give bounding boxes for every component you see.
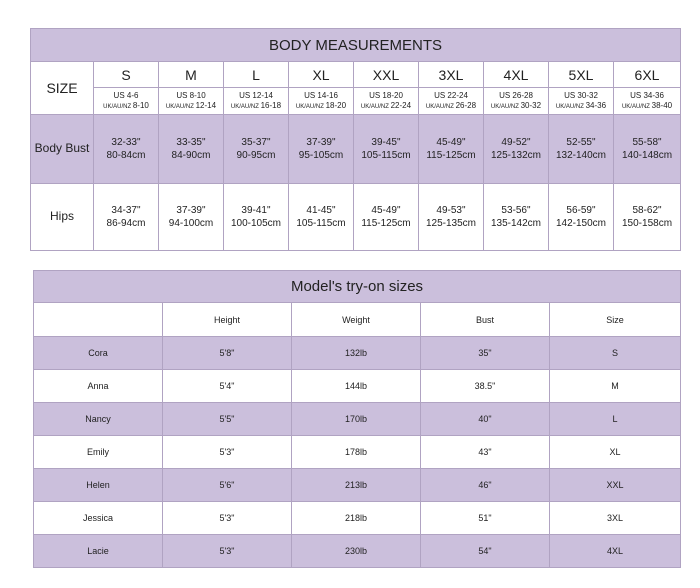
bust-cm: 132-140cm <box>555 149 607 161</box>
bust-value <box>614 115 681 183</box>
size-header: XL <box>289 62 354 88</box>
uk-size <box>289 101 353 112</box>
uk-prefix: UK/AU/NZ <box>360 103 389 110</box>
model-bust: 46" <box>421 469 550 502</box>
size-conversion <box>289 88 354 115</box>
model-try-on-title: Model's try-on sizes <box>34 271 681 303</box>
column-header: Size <box>550 303 681 337</box>
bust-inches: 35-37" <box>241 136 271 148</box>
us-size: US 12-14 <box>239 90 273 100</box>
us-size: US 30-32 <box>564 90 598 100</box>
hips-inches: 39-41" <box>241 204 271 216</box>
bust-value <box>484 115 549 183</box>
model-height: 5'4" <box>163 370 292 403</box>
hips-cm: 125-135cm <box>425 217 477 229</box>
hips-value <box>354 183 419 250</box>
uk-value: 16-18 <box>260 100 282 110</box>
model-weight: 230lb <box>292 535 421 568</box>
bust-cm: 105-115cm <box>361 149 411 161</box>
size-conversion <box>159 88 224 115</box>
bust-cm: 90-95cm <box>236 149 276 161</box>
model-try-on-table <box>33 270 681 568</box>
model-weight: 218lb <box>292 502 421 535</box>
hips-value <box>419 183 484 250</box>
hips-inches: 45-49" <box>371 204 401 216</box>
hips-value <box>159 183 224 250</box>
bust-inches: 49-52" <box>501 136 531 148</box>
uk-value: 38-40 <box>651 100 673 110</box>
hips-value <box>484 183 549 250</box>
model-bust: 40" <box>421 403 550 436</box>
table-row <box>34 502 681 535</box>
size-header: L <box>224 62 289 88</box>
body-measurements-title: BODY MEASUREMENTS <box>31 29 681 62</box>
uk-prefix: UK/AU/NZ <box>490 103 519 110</box>
uk-value: 12-14 <box>195 100 217 110</box>
hips-cm: 135-142cm <box>490 217 542 229</box>
model-bust: 38.5" <box>421 370 550 403</box>
uk-value: 34-36 <box>585 100 607 110</box>
size-conversion <box>224 88 289 115</box>
uk-size <box>354 101 418 112</box>
model-height: 5'3" <box>163 502 292 535</box>
uk-prefix: UK/AU/NZ <box>621 103 650 110</box>
size-header: 6XL <box>614 62 681 88</box>
size-conversion <box>419 88 484 115</box>
model-size: 3XL <box>550 502 681 535</box>
uk-size <box>94 101 158 112</box>
bust-inches: 33-35" <box>176 136 206 148</box>
bust-value <box>224 115 289 183</box>
size-header: 3XL <box>419 62 484 88</box>
size-conversion <box>549 88 614 115</box>
bust-inches: 32-33" <box>111 136 141 148</box>
us-size: US 4-6 <box>113 90 139 100</box>
model-weight: 144lb <box>292 370 421 403</box>
bust-value <box>289 115 354 183</box>
hips-cm: 86-94cm <box>106 217 146 229</box>
hips-value <box>549 183 614 250</box>
uk-value: 26-28 <box>455 100 477 110</box>
model-bust: 43" <box>421 436 550 469</box>
model-size: XL <box>550 436 681 469</box>
model-name: Cora <box>34 337 163 370</box>
bust-inches: 55-58" <box>632 136 662 148</box>
size-header: 5XL <box>549 62 614 88</box>
bust-cm: 80-84cm <box>106 149 146 161</box>
uk-size <box>484 101 548 112</box>
us-size: US 18-20 <box>369 90 403 100</box>
model-height: 5'5" <box>163 403 292 436</box>
table-row <box>34 370 681 403</box>
model-height: 5'8" <box>163 337 292 370</box>
table-row <box>34 436 681 469</box>
table-row <box>34 469 681 502</box>
bust-value <box>159 115 224 183</box>
model-name: Helen <box>34 469 163 502</box>
us-size: US 8-10 <box>176 90 206 100</box>
bust-inches: 39-45" <box>371 136 401 148</box>
us-size: US 34-36 <box>630 90 664 100</box>
model-name: Emily <box>34 436 163 469</box>
bust-value <box>94 115 159 183</box>
size-conversion <box>614 88 681 115</box>
hips-inches: 34-37" <box>111 204 141 216</box>
hips-inches: 37-39" <box>176 204 206 216</box>
uk-prefix: UK/AU/NZ <box>425 103 454 110</box>
model-bust: 35" <box>421 337 550 370</box>
model-weight: 178lb <box>292 436 421 469</box>
bust-value <box>549 115 614 183</box>
uk-value: 30-32 <box>520 100 542 110</box>
hips-value <box>224 183 289 250</box>
uk-value: 18-20 <box>325 100 347 110</box>
model-name: Lacie <box>34 535 163 568</box>
model-weight: 132lb <box>292 337 421 370</box>
size-header: M <box>159 62 224 88</box>
us-size: US 26-28 <box>499 90 533 100</box>
hips-cm: 105-115cm <box>296 217 346 229</box>
bust-value <box>419 115 484 183</box>
hips-inches: 49-53" <box>436 204 466 216</box>
size-label: SIZE <box>31 62 94 115</box>
column-header: Weight <box>292 303 421 337</box>
bust-inches: 52-55" <box>566 136 596 148</box>
hips-inches: 41-45" <box>306 204 336 216</box>
model-bust: 54" <box>421 535 550 568</box>
bust-label: Body Bust <box>31 115 94 183</box>
hips-inches: 56-59" <box>566 204 596 216</box>
column-header: Height <box>163 303 292 337</box>
model-size: 4XL <box>550 535 681 568</box>
hips-inches: 58-62" <box>632 204 662 216</box>
model-height: 5'3" <box>163 436 292 469</box>
hips-cm: 115-125cm <box>361 217 411 229</box>
model-weight: 170lb <box>292 403 421 436</box>
model-size: M <box>550 370 681 403</box>
size-conversion <box>484 88 549 115</box>
model-weight: 213lb <box>292 469 421 502</box>
hips-value <box>289 183 354 250</box>
bust-cm: 115-125cm <box>426 149 476 161</box>
uk-size <box>224 101 288 112</box>
size-header: XXL <box>354 62 419 88</box>
uk-prefix: UK/AU/NZ <box>555 103 584 110</box>
table-row <box>34 403 681 436</box>
uk-prefix: UK/AU/NZ <box>103 103 132 110</box>
bust-inches: 37-39" <box>306 136 336 148</box>
table-row <box>34 337 681 370</box>
uk-size <box>419 101 483 112</box>
model-size: L <box>550 403 681 436</box>
uk-prefix: UK/AU/NZ <box>295 103 324 110</box>
model-size: S <box>550 337 681 370</box>
model-size: XXL <box>550 469 681 502</box>
body-measurements-table <box>30 28 681 251</box>
uk-prefix: UK/AU/NZ <box>230 103 259 110</box>
table-row <box>34 535 681 568</box>
size-header: 4XL <box>484 62 549 88</box>
bust-cm: 84-90cm <box>171 149 211 161</box>
model-bust: 51" <box>421 502 550 535</box>
us-size: US 14-16 <box>304 90 338 100</box>
size-conversion <box>354 88 419 115</box>
uk-size <box>549 101 613 112</box>
bust-inches: 45-49" <box>436 136 466 148</box>
hips-cm: 150-158cm <box>622 217 673 229</box>
model-name: Jessica <box>34 502 163 535</box>
column-header: Bust <box>421 303 550 337</box>
uk-size <box>159 101 223 112</box>
model-height: 5'3" <box>163 535 292 568</box>
model-name: Anna <box>34 370 163 403</box>
hips-inches: 53-56" <box>501 204 531 216</box>
bust-cm: 140-148cm <box>622 149 673 161</box>
model-height: 5'6" <box>163 469 292 502</box>
hips-label: Hips <box>31 183 94 250</box>
uk-value: 22-24 <box>390 100 412 110</box>
model-name: Nancy <box>34 403 163 436</box>
bust-value <box>354 115 419 183</box>
uk-prefix: UK/AU/NZ <box>165 103 194 110</box>
size-conversion <box>94 88 159 115</box>
hips-cm: 100-105cm <box>230 217 282 229</box>
uk-value: 8-10 <box>132 100 149 110</box>
hips-value <box>614 183 681 250</box>
hips-cm: 94-100cm <box>168 217 214 229</box>
us-size: US 22-24 <box>434 90 468 100</box>
bust-cm: 125-132cm <box>490 149 542 161</box>
uk-size <box>614 101 680 112</box>
bust-cm: 95-105cm <box>298 149 344 161</box>
size-header: S <box>94 62 159 88</box>
hips-value <box>94 183 159 250</box>
column-header <box>34 303 163 337</box>
hips-cm: 142-150cm <box>555 217 607 229</box>
